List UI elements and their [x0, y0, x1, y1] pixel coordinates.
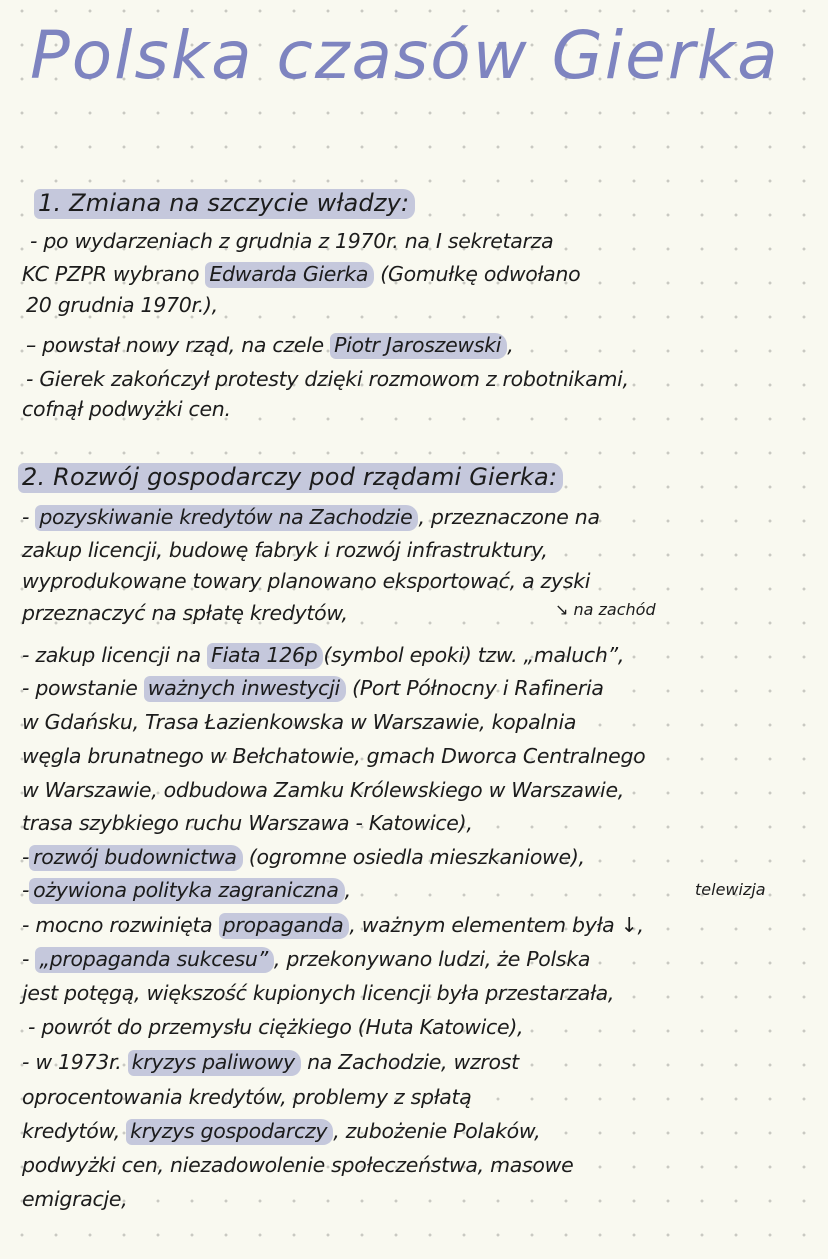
text-line: trasa szybkiego ruchu Warszawa - Katowice),	[22, 811, 473, 835]
text-line: wyprodukowane towary planowano eksportować, a zyski	[22, 569, 591, 593]
section-2-heading: 2. Rozwój gospodarczy pod rządami Gierka:	[18, 462, 563, 492]
arrow-icon: ↘	[555, 600, 569, 619]
text-line: w Warszawie, odbudowa Zamku Królewskiego w Warszawie,	[22, 778, 624, 802]
text-line: 20 grudnia 1970r.),	[26, 293, 218, 317]
highlight: Fiata 126p	[207, 643, 323, 669]
text-line: cofnął podwyżki cen.	[22, 397, 231, 421]
text-line: podwyżki cen, niezadowolenie społeczeństwa, masowe	[22, 1153, 574, 1177]
text-line: - powrót do przemysłu ciężkiego (Huta Katowice),	[28, 1015, 524, 1039]
text-line: - zakup licencji na Fiata 126p (symbol epoki) tzw. „maluch”,	[22, 643, 625, 667]
highlight: kryzys gospodarczy	[126, 1119, 333, 1145]
note-annotation: telewizja	[695, 880, 766, 899]
highlight: rozwój budownictwa	[29, 845, 243, 871]
text-line: KC PZPR wybrano Edwarda Gierka (Gomułkę odwołano	[22, 262, 581, 286]
text-line: – powstał nowy rząd, na czele Piotr Jaroszewski ,	[26, 333, 514, 357]
text-line: - ożywiona polityka zagraniczna ,	[22, 878, 351, 902]
text-line: - pozyskiwanie kredytów na Zachodzie , przeznaczone na	[22, 505, 600, 529]
highlight: ożywiona polityka zagraniczna	[29, 878, 344, 904]
section-1-heading: 1. Zmiana na szczycie władzy:	[34, 188, 415, 218]
text-line: - Gierek zakończył protesty dzięki rozmowom z robotnikami,	[26, 367, 629, 391]
text-line: w Gdańsku, Trasa Łazienkowska w Warszawie, kopalnia	[22, 710, 577, 734]
text-line: - w 1973r. kryzys paliwowy na Zachodzie, wzrost	[22, 1050, 519, 1074]
text-line: emigracje,	[22, 1187, 128, 1211]
text-line: węgla brunatnego w Bełchatowie, gmach Dworca Centralnego	[22, 744, 646, 768]
text-line: przeznaczyć na spłatę kredytów,	[22, 601, 348, 625]
text-line: - rozwój budownictwa (ogromne osiedla mieszkaniowe),	[22, 845, 585, 869]
page-title: Polska czasów Gierka	[30, 17, 780, 94]
highlight: „propaganda sukcesu”	[35, 947, 274, 973]
highlight: propaganda	[219, 913, 350, 939]
highlight: pozyskiwanie kredytów na Zachodzie	[35, 505, 418, 531]
highlight: ważnych inwestycji	[144, 676, 346, 702]
text-line: - „propaganda sukcesu” , przekonywano ludzi, że Polska	[22, 947, 591, 971]
note-annotation: ↘ na zachód	[555, 600, 656, 619]
text-line: kredytów, kryzys gospodarczy , zubożenie Polaków,	[22, 1119, 541, 1143]
text-line: jest potęgą, większość kupionych licencji była przestarzała,	[22, 981, 615, 1005]
text-line: zakup licencji, budowę fabryk i rozwój infrastruktury,	[22, 538, 548, 562]
highlight: Piotr Jaroszewski	[330, 333, 507, 359]
highlight: kryzys paliwowy	[128, 1050, 301, 1076]
highlight: Edwarda Gierka	[205, 262, 374, 288]
text-line: oprocentowania kredytów, problemy z spłatą	[22, 1085, 472, 1109]
text-line: - mocno rozwinięta propaganda , ważnym elementem była ↓,	[22, 913, 644, 937]
text-line: - powstanie ważnych inwestycji (Port Północny i Rafineria	[22, 676, 604, 700]
text-line: - po wydarzeniach z grudnia z 1970r. na I sekretarza	[30, 229, 554, 253]
